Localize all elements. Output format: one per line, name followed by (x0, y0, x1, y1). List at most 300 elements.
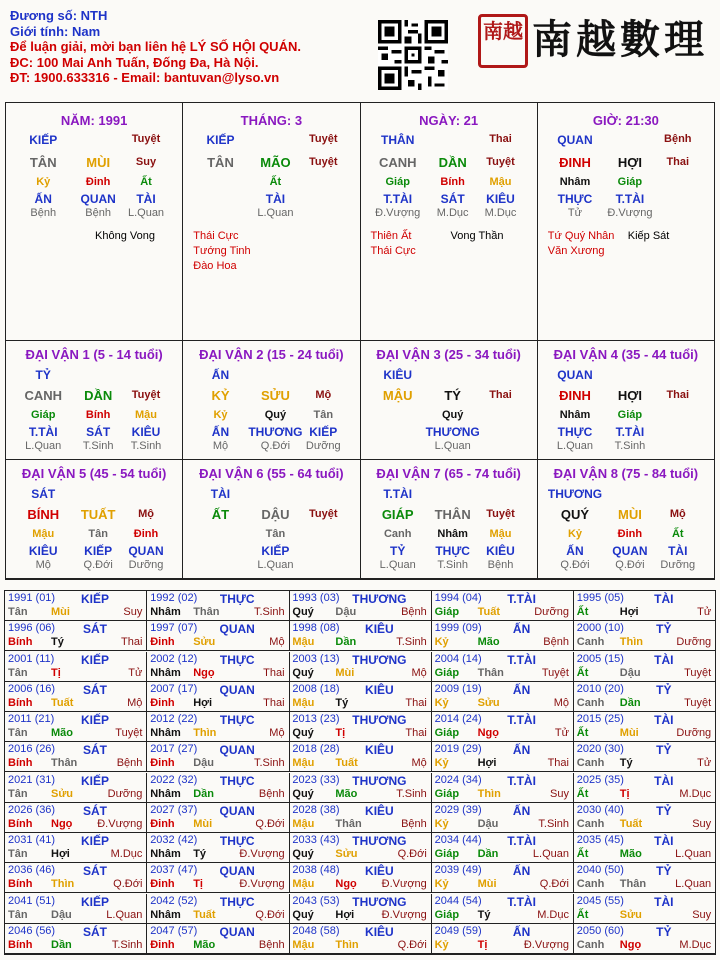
year-branch: Thân (51, 757, 78, 770)
year-stage: T.Sinh (254, 606, 285, 618)
year-stage: Q.Đới (397, 938, 427, 951)
year-label: 2008 (18) (292, 682, 340, 695)
earthly-branch: MÙI (617, 507, 642, 522)
year-ten-god: QUAN (219, 682, 255, 697)
year-stem: Quý (292, 787, 314, 800)
year-stage: Tử (128, 666, 143, 679)
ten-god-top: QUAN (557, 133, 593, 147)
pillar-cell (183, 103, 360, 341)
year-label: 2017 (27) (150, 743, 198, 756)
life-stage: Mộ (212, 440, 229, 452)
red-seal (478, 14, 528, 68)
year-cell (5, 833, 147, 863)
stage-branch: Mộ (315, 389, 332, 401)
life-stage: Bệnh (30, 207, 57, 219)
year-ten-god: KIÊU (365, 743, 394, 758)
year-label: 2021 (31) (8, 773, 56, 786)
stage-branch: Tuyệt (309, 156, 338, 168)
year-label: 2026 (36) (8, 803, 56, 816)
year-stem: Canh (576, 636, 605, 649)
year-stage: Mộ (411, 666, 427, 679)
year-cell (147, 894, 289, 924)
year-stage: Q.Đới (397, 848, 427, 860)
hidden-ten-god: T.TÀI (615, 192, 645, 206)
dai-van-cell (361, 341, 538, 460)
cell-title: ĐẠI VẬN 4 (35 - 44 tuổi) (553, 347, 699, 362)
year-stage: Suy (692, 817, 712, 830)
heavenly-stem: CANH (378, 155, 417, 170)
year-cell (289, 591, 431, 621)
year-label: 2049 (59) (434, 924, 482, 937)
year-cell (147, 924, 289, 954)
year-stem: Ất (576, 908, 589, 921)
life-stage: Đ.Vượng (375, 207, 421, 219)
year-cell (432, 894, 574, 924)
year-branch: Mùi (51, 606, 70, 618)
year-ten-god: KIẾP (80, 652, 109, 667)
hidden-stem: Kỷ (36, 176, 51, 188)
year-stage: Tuyệt (541, 666, 569, 679)
year-stem: Đinh (150, 938, 175, 951)
hidden-stem: Bính (440, 176, 465, 188)
year-stage: Đ.Vượng (239, 878, 285, 891)
hidden-stem: Đinh (133, 528, 159, 540)
hidden-stem: Ất (671, 528, 684, 540)
year-cell (574, 803, 716, 833)
year-cell (432, 652, 574, 682)
year-stem: Tân (8, 666, 28, 679)
year-label: 2030 (40) (576, 803, 624, 816)
heavenly-stem: KỶ (211, 388, 230, 403)
year-cell (5, 742, 147, 772)
year-cell (147, 833, 289, 863)
stage-top: Thai (489, 133, 512, 145)
year-cell (147, 712, 289, 742)
year-cell (432, 712, 574, 742)
year-stage: T.Sinh (254, 757, 285, 770)
contact-line: Để luận giải, mời bạn liên hệ LÝ SỐ HỘI QUÁN. (10, 39, 301, 54)
life-stage: Dưỡng (660, 559, 696, 571)
year-stem: Mậu (292, 696, 315, 709)
pillar-cell (538, 103, 715, 341)
hidden-stem: Giáp (617, 176, 643, 188)
year-stage: Mộ (411, 757, 427, 770)
year-stem: Ất (576, 727, 589, 739)
year-cell (289, 924, 431, 954)
year-stem: Bính (8, 938, 33, 951)
year-ten-god: KIÊU (365, 803, 394, 818)
year-branch: Tý (335, 696, 349, 709)
year-label: 2038 (48) (292, 864, 340, 877)
year-stage: Tuyệt (684, 696, 712, 709)
year-label: 1996 (06) (8, 622, 56, 635)
star-name: Tướng Tinh (193, 245, 251, 257)
life-stage: Bệnh (487, 559, 514, 571)
year-stage: Mộ (127, 696, 143, 709)
year-cell (147, 773, 289, 803)
life-stage: Q.Đới (615, 559, 645, 571)
year-stage: Đ.Vượng (381, 878, 427, 891)
cell-title: NĂM: 1991 (60, 113, 128, 128)
year-ten-god: TÀI (654, 652, 674, 667)
year-stage: Thai (405, 696, 427, 709)
stage-branch: Tuyệt (486, 156, 515, 168)
year-label: 2003 (13) (292, 652, 340, 665)
year-stem: Giáp (434, 606, 460, 618)
year-branch: Ngọ (193, 666, 215, 679)
year-ten-god: THỰC (219, 713, 255, 727)
year-ten-god: T.TÀI (507, 592, 536, 606)
year-label: 2048 (58) (292, 924, 340, 937)
pillar-cell (361, 103, 538, 341)
gender: Giới tính: Nam (10, 23, 101, 39)
year-cell (574, 863, 716, 893)
ten-god-top: QUAN (557, 368, 593, 382)
year-ten-god: TỶ (656, 743, 672, 758)
year-stage: Q.Đới (113, 878, 143, 891)
year-cell (5, 924, 147, 954)
year-stem: Canh (576, 878, 605, 891)
hidden-ten-god: QUAN (128, 544, 164, 558)
hidden-stem: Ất (269, 176, 282, 188)
year-branch: Mùi (619, 727, 639, 739)
life-stage: Tử (567, 207, 583, 219)
earthly-branch: SỬU (260, 388, 290, 403)
year-ten-god: TỶ (656, 622, 672, 637)
star-name: Thái Cực (370, 245, 416, 257)
year-stem: Bính (8, 817, 33, 830)
year-stage: M.Dục (537, 908, 569, 921)
year-branch: Dậu (335, 606, 357, 618)
year-ten-god: SÁT (83, 924, 107, 939)
year-branch: Thân (335, 817, 362, 830)
year-label: 2007 (17) (150, 682, 198, 695)
year-branch: Ngọ (477, 727, 499, 739)
year-stage: Suy (123, 606, 143, 618)
year-label: 2005 (15) (576, 652, 624, 665)
year-cell (5, 894, 147, 924)
year-ten-god: ẤN (512, 682, 531, 697)
pillar-cell (6, 103, 183, 341)
year-stage: Mộ (269, 636, 285, 649)
year-ten-god: THƯƠNG (352, 773, 407, 788)
year-label: 1995 (05) (576, 592, 624, 604)
hidden-stem: Giáp (30, 409, 56, 421)
life-stage: T.Sinh (437, 559, 468, 571)
year-cell (574, 591, 716, 621)
year-stem: Giáp (434, 727, 460, 739)
year-stem: Tân (8, 908, 28, 921)
year-branch: Sửu (619, 908, 642, 921)
year-label: 2025 (35) (576, 773, 624, 786)
year-stage: M.Dục (110, 848, 143, 860)
year-stage: Tử (554, 727, 569, 739)
star-name: Tứ Quý Nhân (547, 230, 615, 242)
year-cell (5, 773, 147, 803)
earthly-branch: THÂN (434, 507, 471, 522)
hidden-stem: Đinh (617, 528, 643, 540)
hidden-stem: Tân (88, 528, 108, 540)
earthly-branch: DẬU (261, 507, 290, 522)
year-cell (432, 803, 574, 833)
dai-van-cell (6, 460, 183, 579)
year-ten-god: SÁT (83, 864, 107, 879)
year-label: 2001 (11) (8, 652, 55, 665)
year-stage: L.Quan (532, 848, 569, 860)
year-branch: Tị (193, 878, 203, 891)
year-ten-god: ẤN (512, 924, 531, 939)
year-cell (289, 652, 431, 682)
hidden-ten-god: ẤN (34, 192, 52, 206)
year-stem: Kỷ (434, 878, 449, 891)
year-ten-god: THƯƠNG (352, 834, 407, 848)
year-cell (147, 803, 289, 833)
year-stage: Bệnh (116, 757, 143, 770)
year-stem: Kỷ (434, 636, 449, 649)
dai-van-cell (538, 341, 715, 460)
year-label: 2028 (38) (292, 803, 340, 816)
star-name: Kiếp Sát (627, 230, 670, 242)
stage-top: Tuyệt (309, 133, 338, 145)
year-cell (147, 652, 289, 682)
year-branch: Thìn (51, 878, 75, 891)
stage-branch: Mộ (138, 508, 154, 520)
year-stem: Ất (576, 666, 589, 679)
year-branch: Thìn (619, 636, 644, 649)
year-stage: Bệnh (543, 636, 569, 649)
ten-god-top: T.TÀI (383, 487, 413, 501)
year-ten-god: T.TÀI (507, 834, 536, 848)
year-ten-god: T.TÀI (507, 773, 536, 788)
cell-title: ĐẠI VẬN 3 (25 - 34 tuổi) (376, 347, 521, 362)
ten-god-top: THÂN (381, 133, 415, 147)
year-cell (289, 682, 431, 712)
year-cell (289, 833, 431, 863)
year-branch: Mão (51, 727, 73, 739)
year-stage: Bệnh (258, 938, 285, 951)
star-name: Thái Cực (193, 230, 239, 242)
year-label: 2031 (41) (8, 834, 56, 846)
year-stem: Ất (576, 848, 589, 860)
year-branch: Sửu (335, 848, 358, 860)
hidden-ten-god: ẤN (211, 425, 230, 439)
year-branch: Ngọ (619, 938, 642, 951)
ten-god-top: ẤN (211, 368, 230, 382)
earthly-branch: TUẤT (80, 507, 116, 522)
life-stage: Đ.Vượng (607, 207, 653, 219)
life-stage: L.Quan (25, 440, 62, 452)
header-info (10, 8, 301, 86)
address-line: ĐC: 100 Mai Anh Tuấn, Đống Đa, Hà Nội. (10, 54, 259, 70)
brand-logo: 南越數理 (532, 16, 708, 63)
year-label: 2050 (60) (576, 924, 624, 937)
year-stage: Suy (692, 908, 712, 921)
year-cell (289, 742, 431, 772)
year-stage: T.Sinh (111, 938, 143, 951)
year-ten-god: ẤN (512, 622, 531, 637)
cell-title: ĐẠI VẬN 1 (5 - 14 tuổi) (25, 347, 163, 362)
year-branch: Tuất (335, 757, 358, 770)
life-stage: L.Quan (434, 440, 471, 452)
year-ten-god: TỶ (656, 924, 672, 939)
earthly-branch: DẦN (438, 155, 467, 170)
year-label: 2039 (49) (434, 864, 482, 877)
year-branch: Hợi (619, 606, 639, 618)
year-stem: Tân (8, 727, 28, 739)
year-ten-god: QUAN (219, 924, 255, 939)
hidden-ten-god: THƯƠNG (248, 425, 303, 439)
year-stage: Thai (547, 757, 569, 770)
year-stem: Giáp (434, 787, 460, 800)
year-stem: Nhâm (150, 848, 181, 860)
year-stage: Tử (697, 606, 712, 618)
year-stem: Quý (292, 606, 314, 618)
year-label: 2029 (39) (434, 803, 482, 816)
year-stem: Quý (292, 848, 314, 860)
year-ten-god: T.TÀI (507, 894, 536, 909)
heavenly-stem: ĐINH (559, 155, 591, 170)
year-label: 2042 (52) (150, 894, 198, 907)
year-branch: Ngọ (335, 878, 357, 891)
life-stage: L.Quan (127, 207, 165, 219)
heavenly-stem: GIÁP (381, 507, 414, 522)
year-cell (574, 773, 716, 803)
hidden-stem: Tân (265, 528, 286, 540)
hidden-ten-god: THỰC (557, 192, 593, 206)
year-stage: Q.Đới (255, 908, 285, 921)
year-cell (289, 712, 431, 742)
year-stem: Bính (8, 636, 33, 649)
year-cell (574, 833, 716, 863)
year-cell (432, 682, 574, 712)
hidden-ten-god: T.TÀI (383, 192, 413, 206)
year-stage: Đ.Vượng (523, 938, 569, 951)
year-ten-god: TÀI (654, 592, 674, 606)
year-stage: L.Quan (675, 878, 712, 891)
year-stage: T.Sinh (538, 817, 569, 830)
year-stem: Kỷ (434, 757, 449, 770)
year-branch: Thìn (193, 727, 217, 739)
hidden-ten-god: SÁT (86, 425, 111, 439)
year-ten-god: T.TÀI (507, 652, 536, 667)
earthly-branch: HỢI (617, 388, 642, 403)
ten-god-top: SÁT (31, 487, 56, 501)
year-stem: Đinh (150, 636, 175, 649)
year-cell (574, 742, 716, 772)
year-cell (574, 924, 716, 954)
life-stage: Bệnh (85, 207, 112, 219)
year-stem: Giáp (434, 848, 460, 860)
hidden-ten-god: SÁT (440, 192, 465, 206)
year-branch: Mão (193, 938, 216, 951)
year-label: 2035 (45) (576, 834, 624, 846)
year-cell (289, 803, 431, 833)
year-stem: Mậu (292, 757, 315, 770)
ten-god-top: TỶ (35, 368, 51, 382)
hidden-ten-god: KIẾP (309, 425, 338, 439)
year-cell (432, 742, 574, 772)
year-ten-god: QUAN (219, 803, 255, 818)
year-label: 1992 (02) (150, 592, 198, 604)
life-stage: L.Quan (379, 559, 416, 571)
hidden-stem: Mậu (489, 176, 512, 188)
year-stem: Nhâm (150, 727, 181, 739)
year-label: 2046 (56) (8, 924, 56, 937)
year-ten-god: QUAN (219, 864, 255, 879)
hidden-stem: Mậu (135, 409, 158, 421)
life-stage: Q.Đới (560, 559, 590, 571)
hidden-ten-god: KIẾP (84, 544, 113, 558)
year-branch: Tuất (193, 908, 216, 921)
stage-branch: Thai (666, 156, 690, 168)
year-stage: Thai (263, 696, 285, 709)
life-stage: M.Dục (484, 207, 517, 219)
year-cell (432, 591, 574, 621)
year-cell (432, 924, 574, 954)
year-cell (147, 621, 289, 651)
year-label: 1991 (01) (8, 592, 56, 604)
hidden-stem: Kỷ (567, 528, 582, 540)
year-ten-god: KIẾP (80, 713, 109, 727)
year-stem: Quý (292, 727, 314, 739)
cell-title: ĐẠI VẬN 8 (75 - 84 tuổi) (553, 466, 699, 481)
year-cell (5, 682, 147, 712)
star-name: Không Vong (95, 230, 155, 242)
year-stem: Quý (292, 666, 314, 679)
ten-god-top: TÀI (210, 487, 231, 501)
year-branch: Tý (619, 757, 633, 770)
year-stage: T.Sinh (396, 636, 427, 649)
year-ten-god: KIÊU (365, 864, 394, 879)
hidden-stem: Quý (264, 409, 287, 421)
year-branch: Sửu (193, 636, 216, 649)
year-label: 2022 (32) (150, 773, 198, 786)
hidden-ten-god: THỰC (557, 425, 593, 439)
year-branch: Tị (619, 787, 630, 800)
owner-name: Đương số: NTH (10, 8, 108, 23)
year-branch: Mão (335, 787, 358, 800)
hidden-ten-god: QUAN (80, 192, 116, 206)
year-ten-god: ẤN (512, 743, 531, 758)
year-cell (289, 894, 431, 924)
year-ten-god: TÀI (654, 773, 674, 788)
heavenly-stem: ĐINH (559, 388, 591, 403)
year-label: 2047 (57) (150, 924, 198, 937)
year-ten-god: THƯƠNG (352, 652, 407, 667)
year-stage: Thai (263, 666, 285, 679)
year-label: 2002 (12) (150, 652, 198, 665)
year-label: 2023 (33) (292, 773, 340, 786)
year-branch: Ngọ (51, 817, 73, 830)
hidden-stem: Nhâm (437, 528, 468, 540)
year-stage: Dưỡng (534, 606, 569, 618)
year-stem: Mậu (292, 636, 315, 649)
hidden-stem: Tân (313, 409, 334, 421)
hidden-stem: Canh (383, 528, 412, 540)
year-stage: Dưỡng (676, 636, 712, 649)
year-ten-god: THƯƠNG (352, 592, 407, 606)
year-label: 2004 (14) (434, 652, 482, 665)
year-stage: Đ.Vượng (97, 817, 143, 830)
year-ten-god: TỶ (656, 803, 672, 818)
earthly-branch: DẦN (84, 388, 113, 403)
year-cell (289, 621, 431, 651)
star-name: Vong Thần (450, 230, 504, 242)
year-stage: Thai (120, 636, 143, 649)
stage-branch: Suy (135, 156, 157, 168)
year-stem: Đinh (150, 696, 175, 709)
year-cell (432, 863, 574, 893)
